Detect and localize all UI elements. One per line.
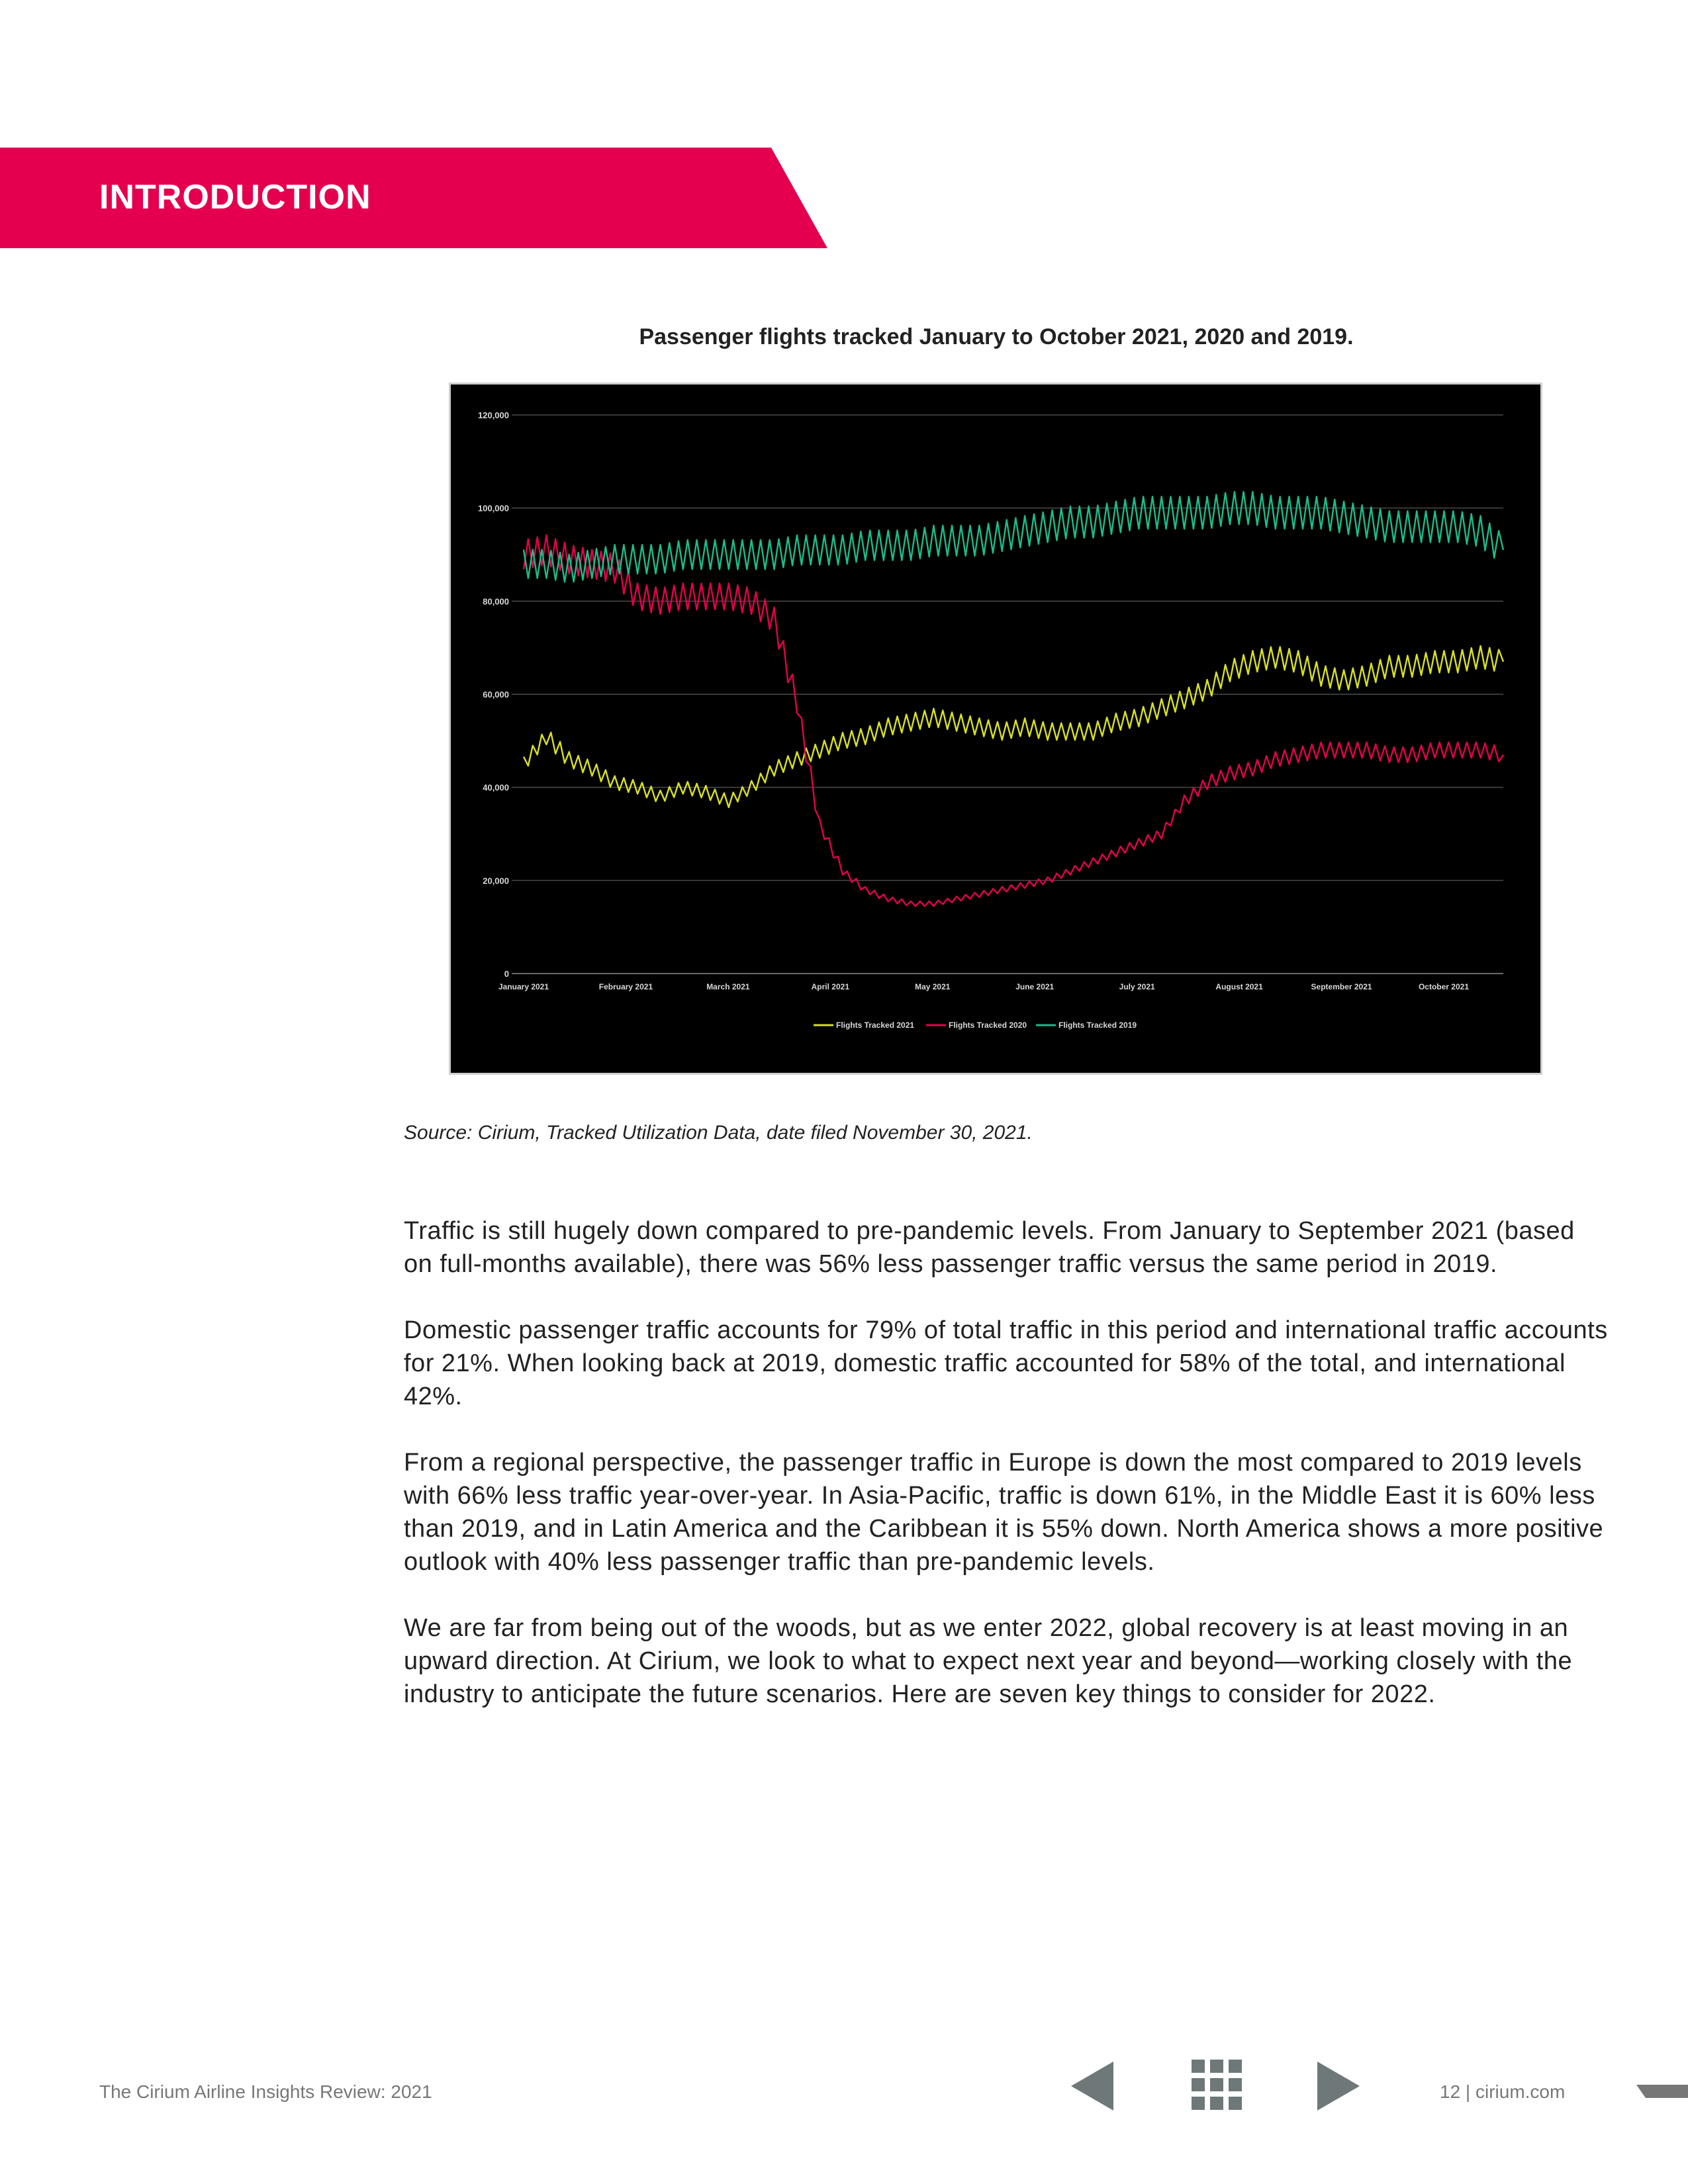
section-title: INTRODUCTION	[99, 178, 371, 216]
y-tick-label: 80,000	[483, 596, 509, 607]
x-tick-label: July 2021	[1119, 982, 1155, 991]
flights-line-chart	[451, 385, 1540, 1073]
x-tick-label: September 2021	[1311, 982, 1372, 991]
previous-page-icon[interactable]	[1071, 2062, 1113, 2111]
legend-label: Flights Tracked 2019	[1058, 1021, 1137, 1030]
x-tick-label: May 2021	[915, 982, 951, 991]
x-tick-label: March 2021	[706, 982, 750, 991]
y-tick-label: 0	[504, 969, 509, 979]
y-tick-label: 100,000	[478, 503, 509, 514]
y-tick-label: 60,000	[483, 690, 509, 700]
body-text	[404, 1214, 1609, 1744]
x-tick-label: January 2021	[498, 982, 549, 991]
x-tick-label: February 2021	[598, 982, 653, 991]
paragraph-1: Traffic is still hugely down compared to pre-pandemic levels. From January to September 2021 (based on full-months available), there was 56% less passenger traffic versus the same period in 2019.	[404, 1217, 1575, 1278]
series-line	[524, 646, 1503, 807]
y-tick-label: 40,000	[483, 782, 509, 793]
series-line	[524, 535, 1503, 907]
x-tick-label: April 2021	[811, 982, 850, 991]
x-tick-label: August 2021	[1215, 982, 1263, 991]
chart-caption: Passenger flights tracked January to October 2021, 2020 and 2019.	[639, 324, 1354, 349]
corner-tab	[1636, 2085, 1688, 2098]
x-tick-label: June 2021	[1015, 982, 1055, 991]
grid-menu-icon[interactable]	[1192, 2060, 1242, 2110]
x-tick-label: October 2021	[1418, 982, 1470, 991]
figure-source: Source: Cirium, Tracked Utilization Data, date filed November 30, 2021.	[404, 1122, 1033, 1144]
series-line	[524, 492, 1503, 582]
y-tick-label: 120,000	[478, 410, 509, 420]
paragraph-2: Domestic passenger traffic accounts for 79% of total traffic in this period and international traffic accounts for 21%. When looking back at 2019, domestic traffic accounted for 58% of the total, and international 42%.	[404, 1316, 1608, 1410]
page-number: 12 | cirium.com	[1440, 2081, 1566, 2102]
paragraph-3: From a regional perspective, the passenger traffic in Europe is down the most compared to 2019 levels with 66% less traffic year-over-year. In Asia-Pacific, traffic is down 61%, in the Middle East it is 60% less than 2019, and in Latin America and the Caribbean it is 55% down. North America shows a more positive outlook with 40% less passenger traffic than pre-pandemic levels.	[404, 1449, 1604, 1576]
legend-label: Flights Tracked 2020	[949, 1021, 1027, 1030]
chart-frame	[449, 383, 1542, 1075]
legend-label: Flights Tracked 2021	[836, 1021, 915, 1030]
y-tick-label: 20,000	[483, 876, 509, 886]
paragraph-4: We are far from being out of the woods, but as we enter 2022, global recovery is at least moving in an upward direction. At Cirium, we look to what to expect next year and beyond—working closely with the industry to anticipate the future scenarios. Here are seven key things to consider for 2022.	[404, 1614, 1573, 1708]
next-page-icon[interactable]	[1317, 2062, 1360, 2111]
publication-title: The Cirium Airline Insights Review: 2021	[99, 2081, 432, 2102]
